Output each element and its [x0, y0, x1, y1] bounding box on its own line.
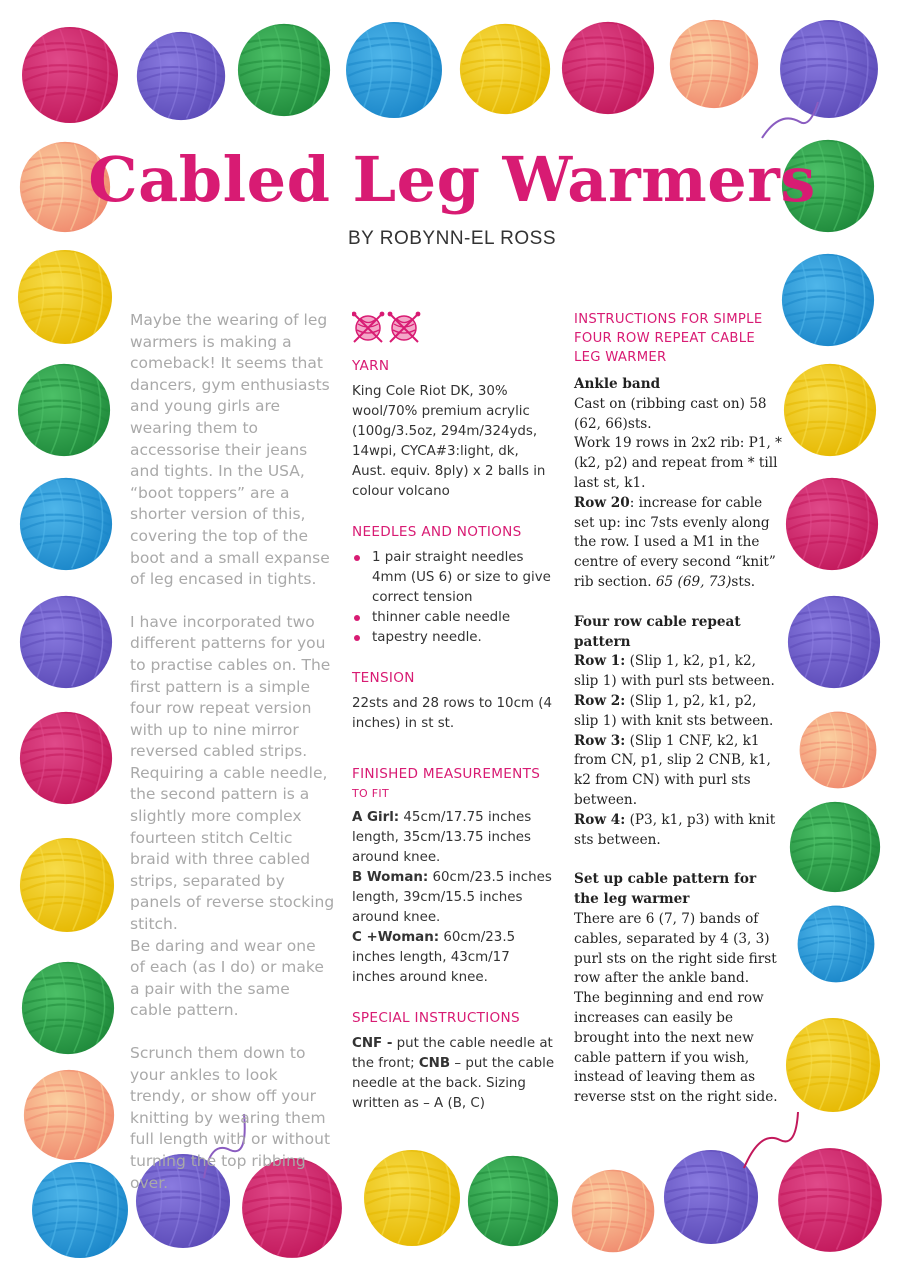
yarn-ball-icon: [30, 1160, 130, 1260]
tension-text: 22sts and 28 rows to 10cm (4 inches) in st st.: [352, 696, 552, 731]
yarn-ball-icon: [236, 22, 332, 118]
yarn-ball-icon: [344, 20, 444, 120]
yarn-strand-icon: [760, 100, 820, 145]
yarn-ball-needles-icon: [352, 310, 422, 344]
yarn-ball-icon: [784, 1016, 882, 1114]
row-20-text: Row 20: increase for cable set up: inc 7sts evenly along the row. I used a M1 in the centre of every second “knit” rib section. 65 (69, 73)sts.: [574, 494, 776, 590]
yarn-ball-icon: [458, 22, 552, 116]
measurement-item: A Girl: 45cm/17.75 inches length, 35cm/13.75 inches around knee.: [352, 810, 532, 865]
yarn-ball-icon: [780, 252, 876, 348]
special-text: CNF - put the cable needle at the front; CNB – put the cable needle at the back. Sizing written as – A (B, C): [352, 1036, 555, 1111]
measurement-item: C +Woman: 60cm/23.5 inches length, 43cm/17 inches around knee.: [352, 930, 516, 985]
intro-paragraph: Be daring and wear one of each (as I do) or make a pair with the same cable pattern.: [130, 936, 324, 1020]
setup-text: There are 6 (7, 7) bands of cables, separated by 4 (3, 3) purl sts on the right side first row after the ankle band.: [574, 910, 777, 987]
yarn-ball-icon: [18, 594, 114, 690]
row-instruction: Row 2: (Slip 1, p2, k1, p2, slip 1) with knit sts between.: [574, 692, 774, 729]
yarn-ball-icon: [668, 18, 760, 110]
yarn-ball-icon: [362, 1148, 462, 1248]
yarn-ball-icon: [135, 30, 227, 122]
yarn-ball-icon: [784, 476, 880, 572]
ankle-band-text: Work 19 rows in 2x2 rib: P1, *(k2, p2) and repeat from * till last st, k1.: [574, 435, 782, 491]
needles-list: [352, 548, 557, 648]
knitting-icons: [352, 310, 557, 344]
page-title: Cabled Leg Warmers: [88, 143, 816, 216]
measurements-heading: FINISHED MEASUREMENTS: [352, 766, 541, 782]
yarn-ball-icon: [16, 362, 112, 458]
four-row-heading: Four row cable repeat pattern: [574, 613, 741, 650]
list-item: 1 pair straight needles 4mm (US 6) or size to give correct tension: [352, 548, 557, 608]
special-heading: SPECIAL INSTRUCTIONS: [352, 1010, 520, 1026]
instructions-column: [574, 310, 782, 1108]
yarn-ball-icon: [18, 836, 116, 934]
measurements-subheading: TO FIT: [352, 787, 389, 800]
yarn-ball-icon: [466, 1154, 560, 1248]
yarn-ball-icon: [786, 594, 882, 690]
intro-paragraph: Scrunch them down to your ankles to look trendy, or show off your knitting by wearing them full length with or without turning the top ribbing over.: [130, 1044, 331, 1192]
row-instruction: Row 3: (Slip 1 CNF, k2, k1 from CN, p1, slip 2 CNB, k1, k2 from CN) with purl sts between.: [574, 732, 771, 808]
yarn-ball-icon: [20, 25, 120, 125]
row-instruction: Row 4: (P3, k1, p3) with knit sts between.: [574, 811, 776, 848]
yarn-ball-icon: [796, 904, 876, 984]
list-item: tapestry needle.: [352, 628, 557, 648]
yarn-ball-icon: [18, 476, 114, 572]
ankle-band-heading: Ankle band: [574, 376, 661, 392]
instructions-heading: INSTRUCTIONS FOR SIMPLE FOUR ROW REPEAT CABLE LEG WARMER: [574, 312, 763, 365]
yarn-strand-icon: [740, 1110, 800, 1175]
row-instruction: Row 1: (Slip 1, k2, p1, k2, slip 1) with purl sts between.: [574, 653, 775, 690]
measurement-item: B Woman: 60cm/23.5 inches length, 39cm/15.5 inches around knee.: [352, 870, 552, 925]
intro-paragraph: I have incorporated two different patterns for you to practise cables on. The first pattern is a simple four row repeat version with up to nine mirror reversed cabled strips. Requiring a cable needle, the second pattern is a slightly more complex fourteen stitch Celtic braid with three cabled strips, separated by panels of reverse stocking stitch.: [130, 612, 335, 934]
yarn-ball-icon: [798, 710, 878, 790]
materials-column: [352, 310, 557, 1114]
yarn-text: King Cole Riot DK, 30% wool/70% premium acrylic (100g/3.5oz, 294m/324yds, 14wpi, CYCA#3:light, dk, Aust. equiv. 8ply) x 2 balls in colour volcano: [352, 384, 546, 499]
yarn-ball-icon: [16, 248, 114, 346]
yarn-ball-icon: [560, 20, 656, 116]
intro-column: [130, 310, 335, 1215]
yarn-ball-icon: [22, 1068, 116, 1162]
list-item: thinner cable needle: [352, 608, 557, 628]
yarn-ball-icon: [20, 960, 116, 1056]
yarn-ball-icon: [570, 1168, 656, 1254]
setup-heading: Set up cable pattern for the leg warmer: [574, 871, 757, 908]
yarn-heading: YARN: [352, 358, 390, 374]
yarn-ball-icon: [782, 362, 878, 458]
author-byline: BY ROBYNN-EL ROSS: [347, 228, 557, 249]
tension-heading: TENSION: [352, 670, 415, 686]
ankle-band-text: Cast on (ribbing cast on) 58 (62, 66)sts.: [574, 395, 767, 432]
setup-text: The beginning and end row increases can easily be brought into the next new cable pattern if you wish, instead of leaving them as reverse stst on the right side.: [574, 990, 778, 1106]
yarn-ball-icon: [788, 800, 882, 894]
yarn-ball-icon: [18, 710, 114, 806]
intro-paragraph: Maybe the wearing of leg warmers is making a comeback! It seems that dancers, gym enthusiasts and young girls are wearing them to accessorise their jeans and tights. In the USA, “boot toppers” are a shorter version of this, covering the top of the boot and a small expanse of leg encased in tights.: [130, 311, 330, 589]
needles-heading: NEEDLES AND NOTIONS: [352, 524, 522, 540]
